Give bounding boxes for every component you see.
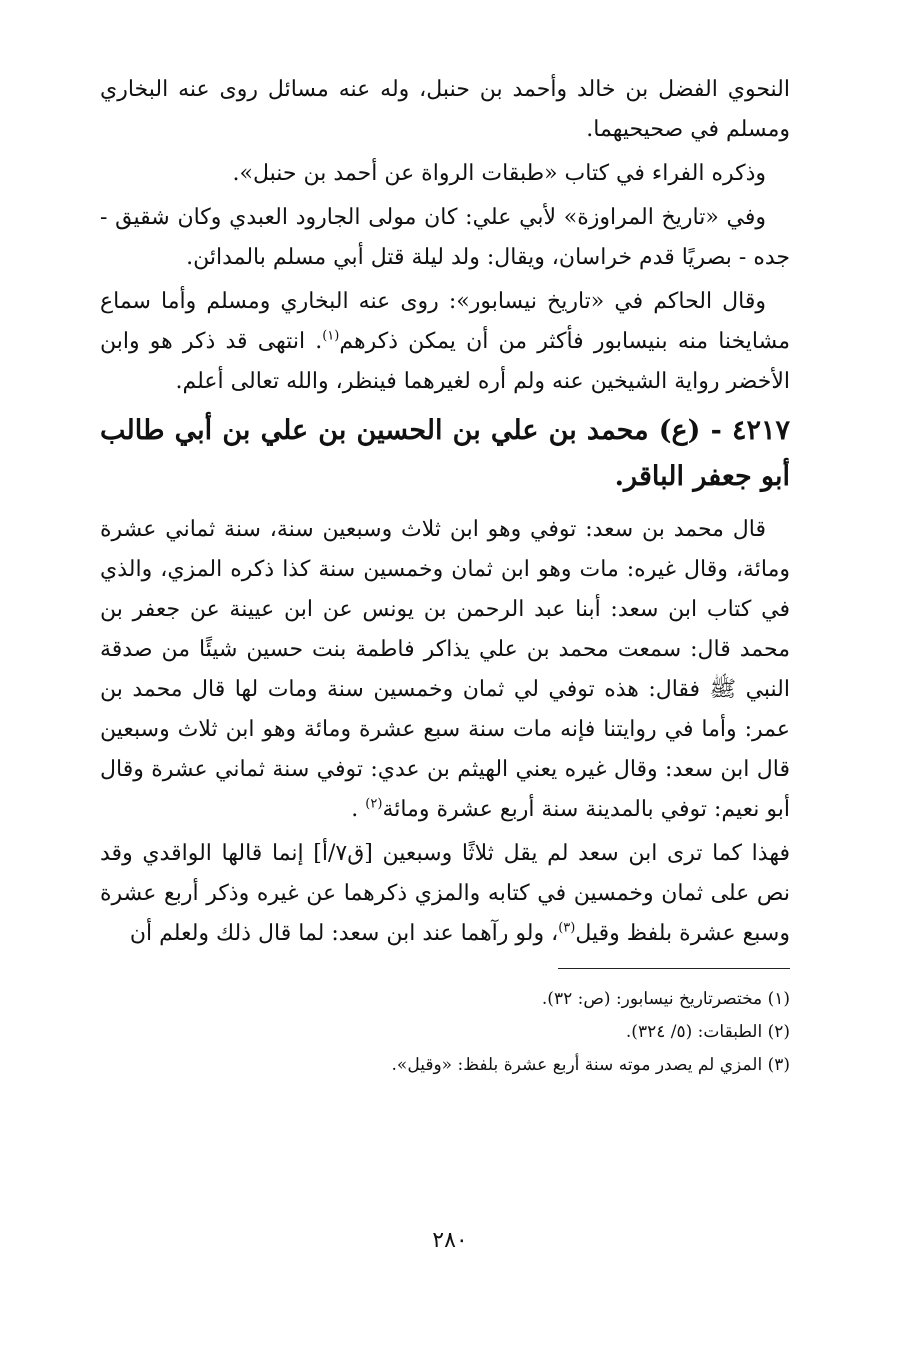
footnote-1-number: (١) xyxy=(767,989,790,1009)
footnote-2 xyxy=(100,1016,790,1049)
paragraph-2-text: وذكره الفراء في كتاب «طبقات الرواة عن أحمد بن حنبل». xyxy=(232,161,766,186)
footnotes xyxy=(100,983,790,1082)
paragraph-4-text-after: . انتهى قد ذكر هو وابن الأخضر رواية الشيخين عنه ولم أره لغيرهما فينظر، والله تعالى أعلم. xyxy=(100,329,790,394)
entry-paragraph-2 xyxy=(100,834,790,954)
paragraph-1 xyxy=(100,70,790,150)
footnote-2-text: الطبقات: (٥/ ٣٢٤). xyxy=(625,1022,763,1042)
footnote-ref-2: (٢) xyxy=(365,796,383,812)
footnote-ref-1: (١) xyxy=(322,328,340,344)
footnote-ref-3: (٣) xyxy=(558,920,576,936)
entry-heading xyxy=(100,408,790,500)
footnote-3-number: (٣) xyxy=(767,1055,790,1075)
paragraph-2 xyxy=(100,154,790,194)
footnote-2-number: (٢) xyxy=(767,1022,790,1042)
paragraph-4 xyxy=(100,282,790,402)
entry-paragraph-2-text-after: ، ولو رآهما عند ابن سعد: لما قال ذلك ولعلم أن xyxy=(129,921,559,946)
entry-paragraph-2-text-before: فهذا كما ترى ابن سعد لم يقل ثلاثًا وسبعين [ق٧/أ] إنما قالها الواقدي وقد نص على ثمان وخمسين في كتابه والمزي ذكرهما عن غيره وذكر أربع عشرة وسبع عشرة بلفظ وقيل xyxy=(100,841,790,946)
footnote-3 xyxy=(100,1049,790,1082)
entry-paragraph-1-text-before: قال محمد بن سعد: توفي وهو ابن ثلاث وسبعين سنة، سنة ثماني عشرة ومائة، وقال غيره: مات وهو ابن ثمان وخمسين سنة كذا ذكره المزي، والذي في كتاب ابن سعد: أبنا عبد الرحمن بن يونس عن ابن عيينة عن جعفر بن محمد قال: سمعت محمد بن علي يذاكر فاطمة بنت حسين شيئًا من صدقة النبي ﷺ فقال: هذه توفي لي ثمان وخمسين سنة ومات لها قال محمد بن عمر: وأما في روايتنا فإنه مات سنة سبع عشرة ومائة وهو ابن ثلاث وسبعين قال ابن سعد: وقال غيره يعني الهيثم بن عدي: توفي سنة ثماني عشرة وقال أبو نعيم: توفي بالمدينة سنة أربع عشرة ومائة xyxy=(100,517,790,822)
paragraph-1-text: النحوي الفضل بن خالد وأحمد بن حنبل، وله عنه مسائل روى عنه البخاري ومسلم في صحيحيهما. xyxy=(100,77,790,142)
paragraph-4-text-before: وقال الحاكم في «تاريخ نيسابور»: روى عنه البخاري ومسلم وأما سماع مشايخنا منه بنيسابور فأكثر من أن يمكن ذكرهم xyxy=(100,289,791,354)
entry-heading-text: ٤٢١٧ - (ع) محمد بن علي بن الحسين بن علي بن أبي طالب أبو جعفر الباقر. xyxy=(100,415,790,492)
paragraph-3 xyxy=(100,198,790,278)
footnote-3-text: المزي لم يصدر موته سنة أربع عشرة بلفظ: «وقيل». xyxy=(391,1055,763,1075)
book-page xyxy=(100,70,790,1082)
paragraph-3-text: وفي «تاريخ المراوزة» لأبي علي: كان مولى الجارود العبدي وكان شقيق - جده - بصريًا قدم خراسان، ويقال: ولد ليلة قتل أبي مسلم بالمدائن. xyxy=(100,205,790,270)
entry-paragraph-1-text-after: . xyxy=(351,797,366,822)
entry-paragraph-1 xyxy=(100,510,790,830)
footnote-1-text: مختصرتاريخ نيسابور: (ص: ٣٢). xyxy=(541,989,763,1009)
footnote-separator xyxy=(558,968,790,969)
footnote-1 xyxy=(100,983,790,1016)
page-number: ٢٨٠ xyxy=(432,1228,468,1253)
